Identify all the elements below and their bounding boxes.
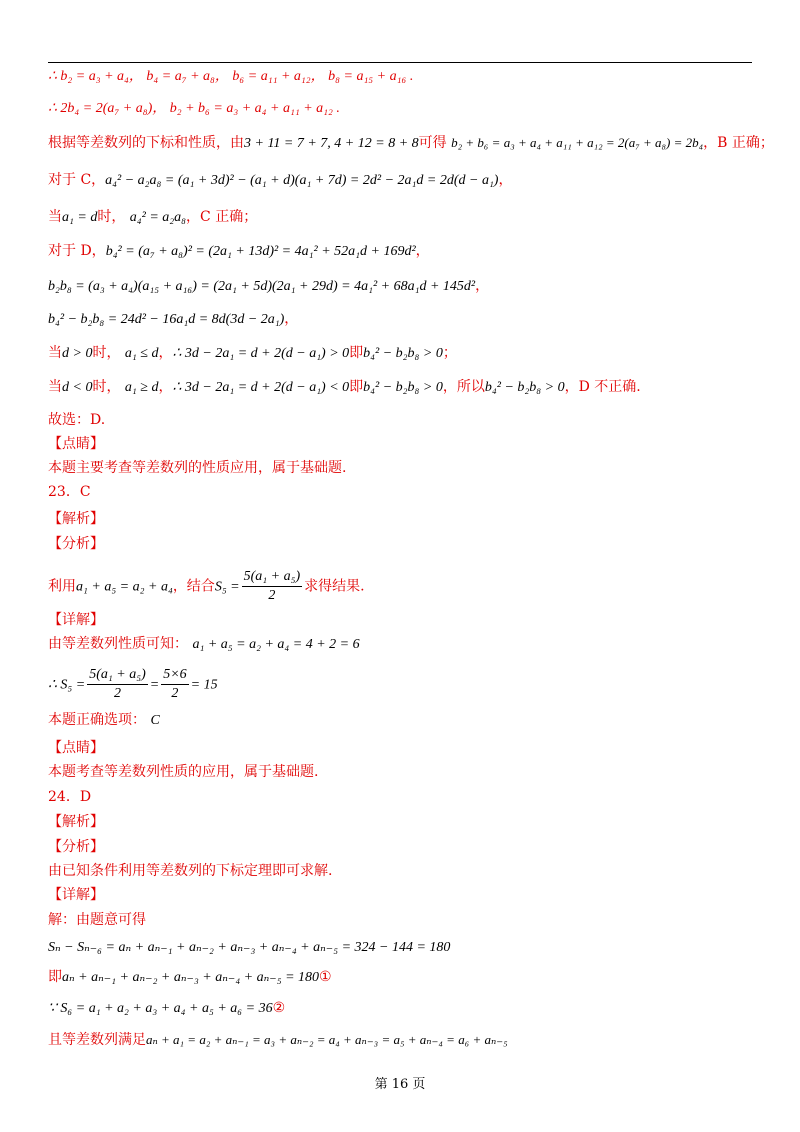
section-tag-xiangjie: 【详解】 <box>48 612 104 628</box>
math: ∴ 3d − 2a₁ = d + 2(d − a₁) < 0 <box>172 380 350 395</box>
line-30 <box>48 937 450 958</box>
line-2 <box>48 98 340 119</box>
fraction <box>87 666 148 703</box>
text: ， <box>284 311 299 327</box>
section-tag-dianjing-2: 【点睛】 <box>48 740 104 756</box>
text: 对于 D， <box>48 243 106 259</box>
text: ， <box>158 379 173 395</box>
section-tag-fenxi-2: 【分析】 <box>48 839 104 855</box>
section-tag-fenxi: 【分析】 <box>48 536 104 552</box>
line-32 <box>48 998 285 1019</box>
line-5 <box>48 207 257 228</box>
math: b₄² − b₂b₈ > 0 <box>363 380 443 395</box>
text: ， <box>158 345 173 361</box>
text: 时， <box>97 209 126 225</box>
math: C <box>150 713 160 728</box>
line-17 <box>48 568 365 605</box>
math: S₅ = <box>214 579 240 595</box>
math: a₁ + a₅ = a₂ + a₄ = 4 + 2 = 6 <box>192 637 360 652</box>
text: ； <box>442 345 457 361</box>
text: 由等差数列性质可知： <box>48 636 188 652</box>
text: ，D 不正确. <box>564 379 641 395</box>
denominator: 2 <box>268 588 276 603</box>
question-24-header: 24．D <box>48 789 92 805</box>
math: a₁ = d <box>62 210 98 225</box>
fraction <box>161 666 188 703</box>
line-11: 故选：D. <box>48 412 106 428</box>
math: b₄² − b₂b₈ = 24d² − 16a₁d = 8d(3d − 2a₁) <box>48 312 285 327</box>
text: 本题正确选项： <box>48 712 146 728</box>
denominator: 2 <box>171 686 179 701</box>
math: b₄² − b₂b₈ > 0 <box>484 380 565 395</box>
text: ， <box>498 172 513 188</box>
line-19 <box>48 634 360 655</box>
line-13: 本题主要考查等差数列的性质应用，属于基础题. <box>48 460 347 476</box>
section-tag-dianjing: 【点睛】 <box>48 436 104 452</box>
math: = <box>149 677 160 693</box>
math: d < 0 <box>62 380 93 395</box>
text: 可得 <box>418 135 447 151</box>
text: 根据等差数列的下标和性质，由 <box>48 135 244 151</box>
math: aₙ + aₙ₋₁ + aₙ₋₂ + aₙ₋₃ + aₙ₋₄ + aₙ₋₅ = 180 <box>62 970 320 985</box>
line-31 <box>48 967 332 988</box>
text: 当 <box>48 345 62 361</box>
line-10 <box>48 377 641 398</box>
text: 求得结果. <box>304 578 365 595</box>
numerator: 5×6 <box>161 666 188 685</box>
math: d > 0 <box>62 346 93 361</box>
text: ，C 正确； <box>186 209 258 225</box>
section-tag-xiangjie-2: 【详解】 <box>48 887 104 903</box>
denominator: 2 <box>113 686 121 701</box>
section-tag-jiexi: 【解析】 <box>48 511 104 527</box>
math: b₂ + b₆ = a₃ + a₄ + a₁₁ + a₁₂ = 2(a₇ + a₈) = 2b₄ <box>451 135 704 150</box>
line-33 <box>48 1030 508 1050</box>
top-rule <box>48 62 752 63</box>
text: 且等差数列满足 <box>48 1032 146 1048</box>
text: 时， <box>92 379 121 395</box>
text: ，结合 <box>172 578 215 595</box>
math: b₄² = (a₇ + a₈)² = (2a₁ + 13d)² = 4a₁² + 52a₁d + 169d² <box>105 244 416 259</box>
circled-number: ① <box>319 969 332 985</box>
line-21 <box>48 710 160 731</box>
math: Sₙ − Sₙ₋₆ = aₙ + aₙ₋₁ + aₙ₋₂ + aₙ₋₃ + aₙ₋₄ + aₙ₋₅ = 324 − 144 = 180 <box>48 940 451 955</box>
math: a₁ ≥ d <box>124 380 159 395</box>
math: ∴ S₅ = <box>48 677 86 693</box>
circled-number: ② <box>272 1000 286 1016</box>
text: 利用 <box>48 578 76 595</box>
text: 当 <box>48 209 62 225</box>
text: ，B 正确； <box>703 135 774 151</box>
numerator: 5(a₁ + a₅) <box>87 666 148 685</box>
math: ∴ 2b₄ = 2(a₇ + a₈)， b₂ + b₆ = a₃ + a₄ + a₁₁ + a₁₂ . <box>48 101 340 116</box>
text: 当 <box>48 379 62 395</box>
line-4 <box>48 170 512 191</box>
text: 即 <box>349 379 364 395</box>
text: 即 <box>349 345 364 361</box>
question-23-header: 23．C <box>48 484 91 500</box>
line-27: 由已知条件利用等差数列的下标定理即可求解. <box>48 863 333 879</box>
line-7 <box>48 276 489 297</box>
fraction <box>242 568 303 605</box>
math: a₁ + a₅ = a₂ + a₄ <box>76 579 173 595</box>
math: a₄² = a₂a₈ <box>129 210 187 225</box>
math: a₄² − a₂a₈ = (a₁ + 3d)² − (a₁ + d)(a₁ + 7d) = 2d² − 2a₁d = 2d(d − a₁) <box>105 173 499 188</box>
text: 即 <box>48 969 62 985</box>
math: a₁ ≤ d <box>124 346 159 361</box>
line-9 <box>48 343 457 364</box>
math: = 15 <box>190 677 218 693</box>
page-number: 第 16 页 <box>374 1077 426 1092</box>
text: 对于 C， <box>48 172 106 188</box>
line-23: 本题考查等差数列性质的应用，属于基础题. <box>48 764 319 780</box>
math: ∵ S₆ = a₁ + a₂ + a₃ + a₄ + a₅ + a₆ = 36 <box>48 1001 273 1016</box>
math: 3 + 11 = 7 + 7, 4 + 12 = 8 + 8 <box>244 136 419 151</box>
line-1 <box>48 66 413 87</box>
text: ， <box>475 278 490 294</box>
text: 时， <box>92 345 121 361</box>
math: ∴ 3d − 2a₁ = d + 2(d − a₁) > 0 <box>172 346 350 361</box>
math: ∴ b₂ = a₃ + a₄， b₄ = a₇ + a₈， b₆ = a₁₁ + a₁₂， b₈ = a₁₅ + a₁₆ . <box>48 69 414 84</box>
line-3 <box>48 133 774 154</box>
text: ， <box>415 243 430 259</box>
line-20 <box>48 666 218 703</box>
section-tag-jiexi-2: 【解析】 <box>48 814 104 830</box>
math: aₙ + a₁ = a₂ + aₙ₋₁ = a₃ + aₙ₋₂ = a₄ + aₙ₋₃ = a₅ + aₙ₋₄ = a₆ + aₙ₋₅ <box>146 1032 508 1047</box>
line-29: 解：由题意可得 <box>48 912 146 928</box>
text: ，所以 <box>442 379 485 395</box>
math: b₄² − b₂b₈ > 0 <box>363 346 443 361</box>
math: b₂b₈ = (a₃ + a₄)(a₁₅ + a₁₆) = (2a₁ + 5d)(2a₁ + 29d) = 4a₁² + 68a₁d + 145d² <box>48 279 476 294</box>
numerator: 5(a₁ + a₅) <box>242 568 303 587</box>
line-6 <box>48 241 430 262</box>
line-8 <box>48 309 298 330</box>
